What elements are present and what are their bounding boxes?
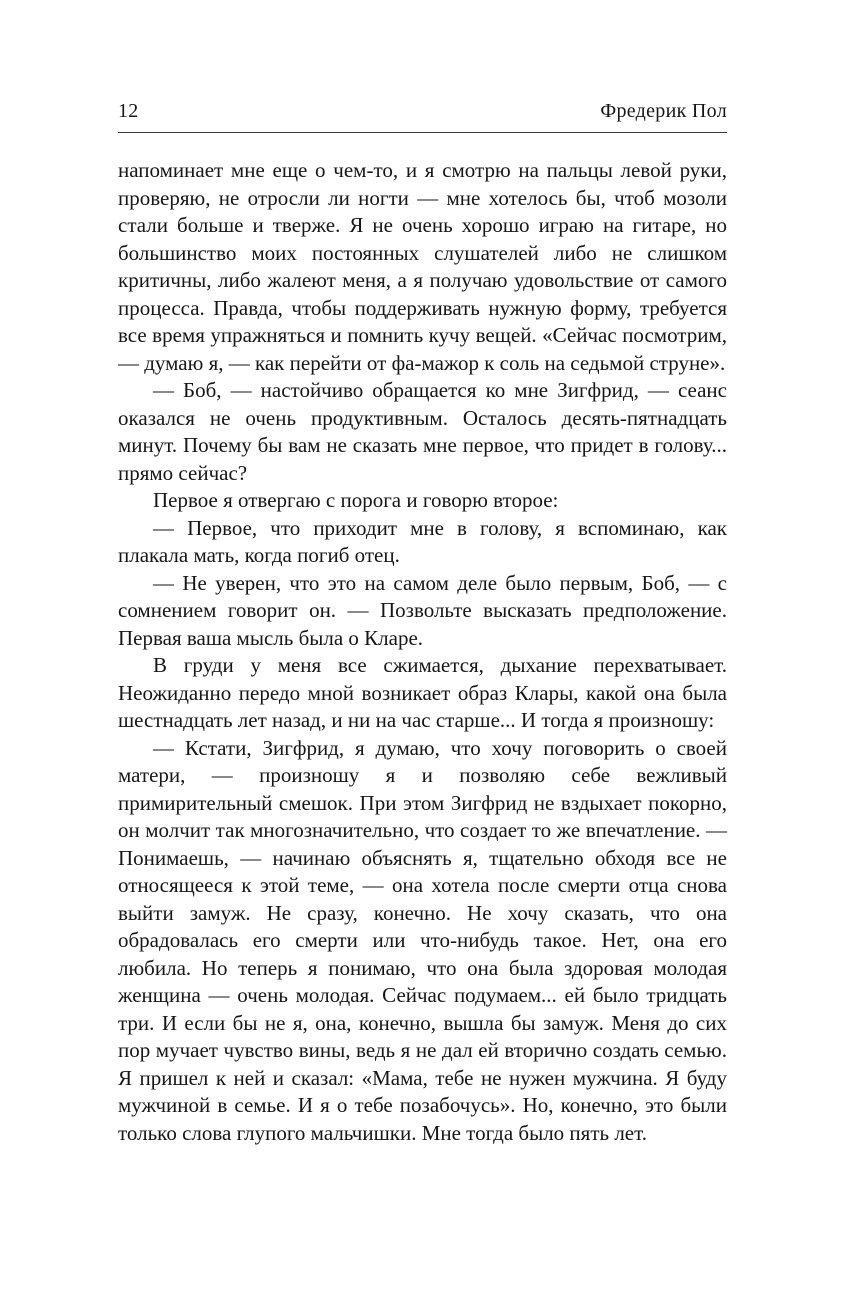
paragraph: напоминает мне еще о чем-то, и я смотрю на пальцы левой руки, проверяю, не отросли ли ногти — мне хотелось бы, чтоб мозоли стали больше и тверже. Я не очень хорошо играю на гитаре, но большинство моих постоянных слушателей либо не слишком критичны, либо жалеют меня, а я получаю удовольствие от самого процесса. Правда, чтобы поддерживать нужную форму, требуется все время упражняться и помнить кучу вещей. «Сейчас посмотрим, — думаю я, — как перейти от фа-мажор к соль на седьмой струне». xyxy=(118,158,727,375)
paragraph: — Кстати, Зигфрид, я думаю, что хочу поговорить о своей матери, — произношу я и позволяю себе вежливый примирительный смешок. При этом Зигфрид не вздыхает покорно, он молчит так многозначительно, что создает то же впечатление. — Понимаешь, — начинаю объяснять я, тщательно обходя все не относящееся к этой теме, — она хотела после смерти отца снова выйти замуж. Не сразу, конечно. Не хочу сказать, что она обрадовалась его смерти или что-нибудь такое. Нет, она его любила. Но теперь я понимаю, что она была здоровая молодая женщина — очень молодая. Сейчас подумаем... ей было тридцать три. И если бы не я, она, конечно, вышла бы замуж. Меня до сих пор мучает чувство вины, ведь я не дал ей вторично создать семью. Я пришел к ней и сказал: «Мама, тебе не нужен мужчина. Я буду мужчиной в семье. И я о тебе позабочусь». Но, конечно, это были только слова глупого мальчишки. Мне тогда было пять лет. xyxy=(118,735,727,1145)
paragraph: Первое я отвергаю с порога и говорю второе: xyxy=(153,488,559,512)
paragraph: В груди у меня все сжимается, дыхание перехватывает. Неожиданно передо мной возникает образ Клары, какой она была шестнадцать лет назад, и ни на час старше... И тогда я произношу: xyxy=(118,653,727,732)
body-text xyxy=(118,157,727,1147)
page-number: 12 xyxy=(118,100,139,122)
running-title-author: Фредерик Пол xyxy=(600,100,727,122)
paragraph: — Боб, — настойчиво обращается ко мне Зигфрид, — сеанс оказался не очень продуктивным. Осталось десять-пятнадцать минут. Почему бы вам не сказать мне первое, что придет в голову... прямо сейчас? xyxy=(118,378,727,485)
running-header xyxy=(118,100,727,133)
paragraph: — Первое, что приходит мне в голову, я вспоминаю, как плакала мать, когда погиб отец. xyxy=(118,515,727,567)
paragraph: — Не уверен, что это на самом деле было первым, Боб, — с сомнением говорит он. — Позвольте высказать предположение. Первая ваша мысль была о Кларе. xyxy=(118,570,727,650)
